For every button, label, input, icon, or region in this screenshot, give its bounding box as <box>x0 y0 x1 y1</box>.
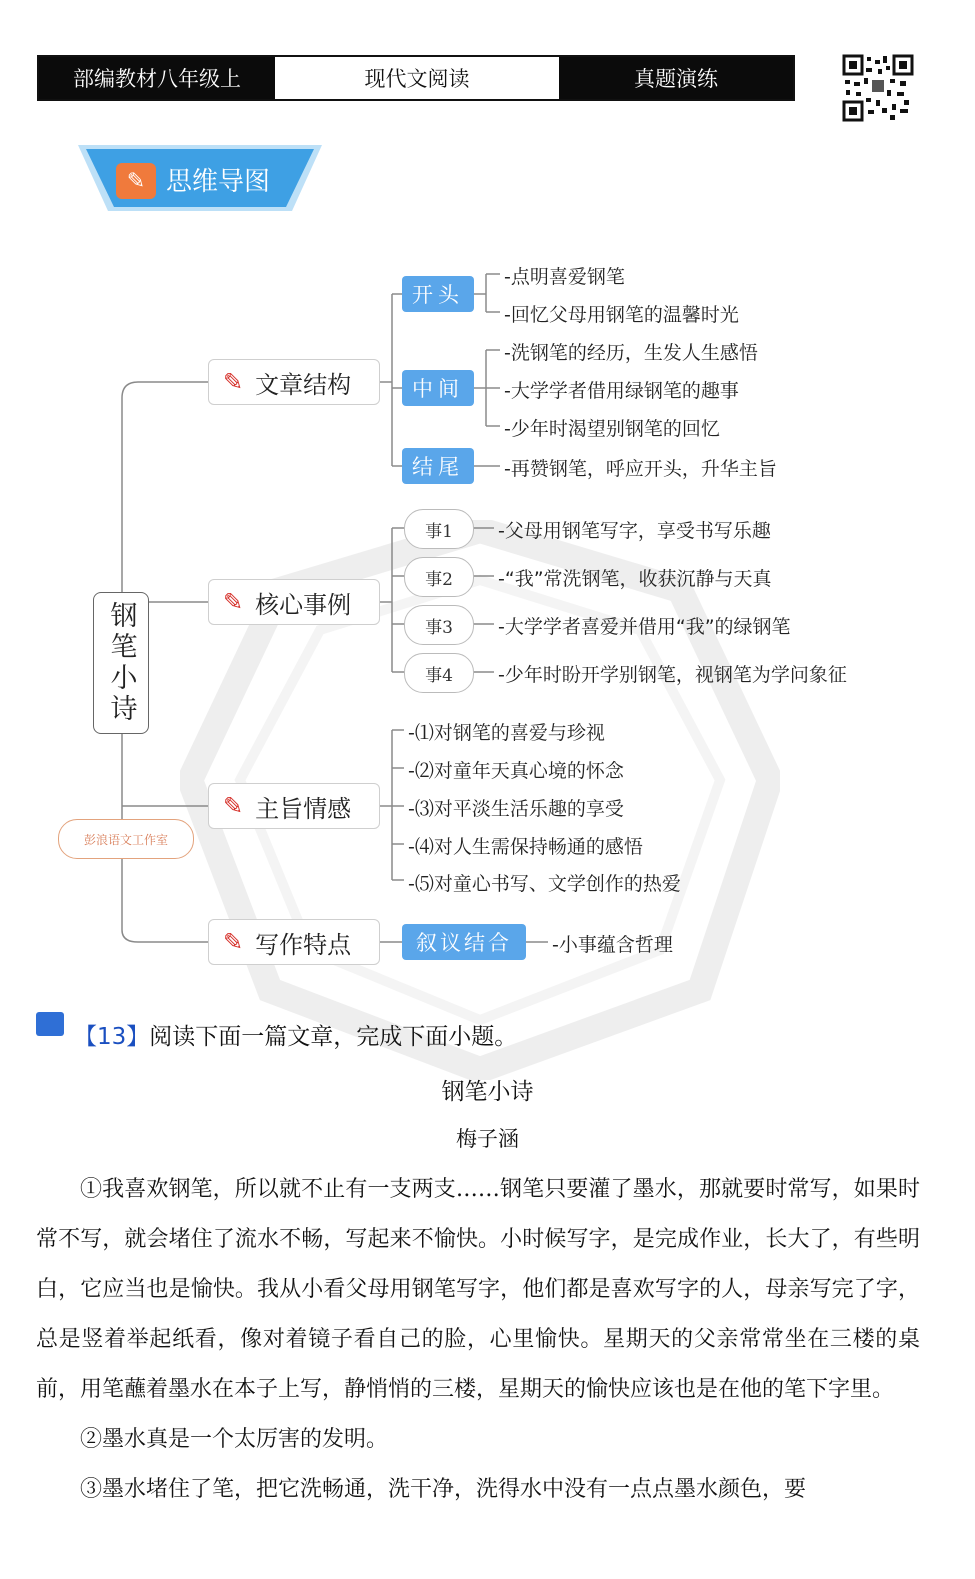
article-paragraph: ③墨水堵住了笔，把它洗畅通，洗干净，洗得水中没有一点点墨水颜色，要 <box>80 1477 807 1502</box>
structure-item: -洗钢笔的经历，生发人生感悟 <box>504 342 758 364</box>
event-item: -“我”常洗钢笔，收获沉静与天真 <box>498 568 772 590</box>
article-author: 梅子涵 <box>456 1127 519 1151</box>
edit-icon: ✎ <box>116 163 156 199</box>
pen-icon: ✎ <box>223 928 244 956</box>
structure-part-opening: 开头 <box>402 276 474 312</box>
structure-item: -大学学者借用绿钢笔的趣事 <box>504 380 739 402</box>
theme-item: -⑷对人生需保持畅通的感悟 <box>408 836 643 858</box>
question-heading <box>74 1018 517 1051</box>
structure-item: -回忆父母用钢笔的温馨时光 <box>504 304 739 326</box>
event-item: -大学学者喜爱并借用“我”的绿钢笔 <box>498 616 791 638</box>
article-title: 钢笔小诗 <box>441 1079 534 1105</box>
pen-icon: ✎ <box>223 368 244 396</box>
theme-item: -⑶对平淡生活乐趣的享受 <box>408 798 624 820</box>
pen-icon: ✎ <box>223 792 244 820</box>
header-grade: 部编教材八年级上 <box>39 57 275 99</box>
question-number: 【13】 <box>74 1024 150 1050</box>
mindmap-root: 钢笔小诗 <box>93 592 149 734</box>
article-paragraph: ①我喜欢钢笔，所以就不止有一支两支……钢笔只要灌了墨水，那就要时常写，如果时常不写，就会堵住了流水不畅，写起来不愉快。小时候写字，是完成作业，长大了，有些明白，它应当也是愉快。我从小看父母用钢笔写字，他们都是喜欢写字的人，母亲写完了字，总是竖着举起纸看，像对着镜子看自己的脸，心里愉快。星期天的父亲常常坐在三楼的桌前，用笔蘸着墨水在本子上写，静悄悄的三楼，星期天的愉快应该也是在他的笔下字里。 <box>36 1177 920 1402</box>
structure-part-middle: 中间 <box>402 370 474 406</box>
bookmark-icon <box>36 1012 64 1036</box>
branch-writing <box>208 919 380 965</box>
event-tag: 事4 <box>404 653 474 693</box>
structure-item: -点明喜爱钢笔 <box>504 266 625 288</box>
pen-icon: ✎ <box>223 588 244 616</box>
writing-tag: 叙议结合 <box>402 924 526 960</box>
structure-part-ending: 结尾 <box>402 448 474 484</box>
branch-events <box>208 579 380 625</box>
branch-theme <box>208 783 380 829</box>
theme-item: -⑵对童年天真心境的怀念 <box>408 760 624 782</box>
event-tag: 事1 <box>404 509 474 549</box>
header-section: 现代文阅读 <box>275 57 559 99</box>
structure-item: -再赞钢笔，呼应开头，升华主旨 <box>504 458 777 480</box>
header-practice: 真题演练 <box>559 57 793 99</box>
branch-structure <box>208 359 380 405</box>
event-tag: 事2 <box>404 557 474 597</box>
event-tag: 事3 <box>404 605 474 645</box>
structure-item: -少年时渴望别钢笔的回忆 <box>504 418 720 440</box>
branch-label: 核心事例 <box>255 590 352 619</box>
article-paragraph: ②墨水真是一个太厉害的发明。 <box>80 1427 389 1452</box>
writing-item: -小事蕴含哲理 <box>552 934 673 956</box>
question-prompt: 阅读下面一篇文章，完成下面小题。 <box>149 1024 518 1050</box>
theme-item: -⑴对钢笔的喜爱与珍视 <box>408 722 605 744</box>
event-item: -父母用钢笔写字，享受书写乐趣 <box>498 520 771 542</box>
banner-label: 思维导图 <box>166 167 271 197</box>
theme-item: -⑸对童心书写、文学创作的热爱 <box>408 873 681 895</box>
mindmap-banner <box>78 145 322 211</box>
header-bar <box>37 55 795 101</box>
studio-seal: 彭浪语文工作室 <box>58 819 194 859</box>
qr-code-icon <box>842 54 914 122</box>
branch-label: 主旨情感 <box>255 794 352 823</box>
branch-label: 文章结构 <box>255 370 352 399</box>
branch-label: 写作特点 <box>255 930 352 959</box>
article-body <box>36 1165 920 1515</box>
event-item: -少年时盼开学别钢笔，视钢笔为学问象征 <box>498 664 847 686</box>
